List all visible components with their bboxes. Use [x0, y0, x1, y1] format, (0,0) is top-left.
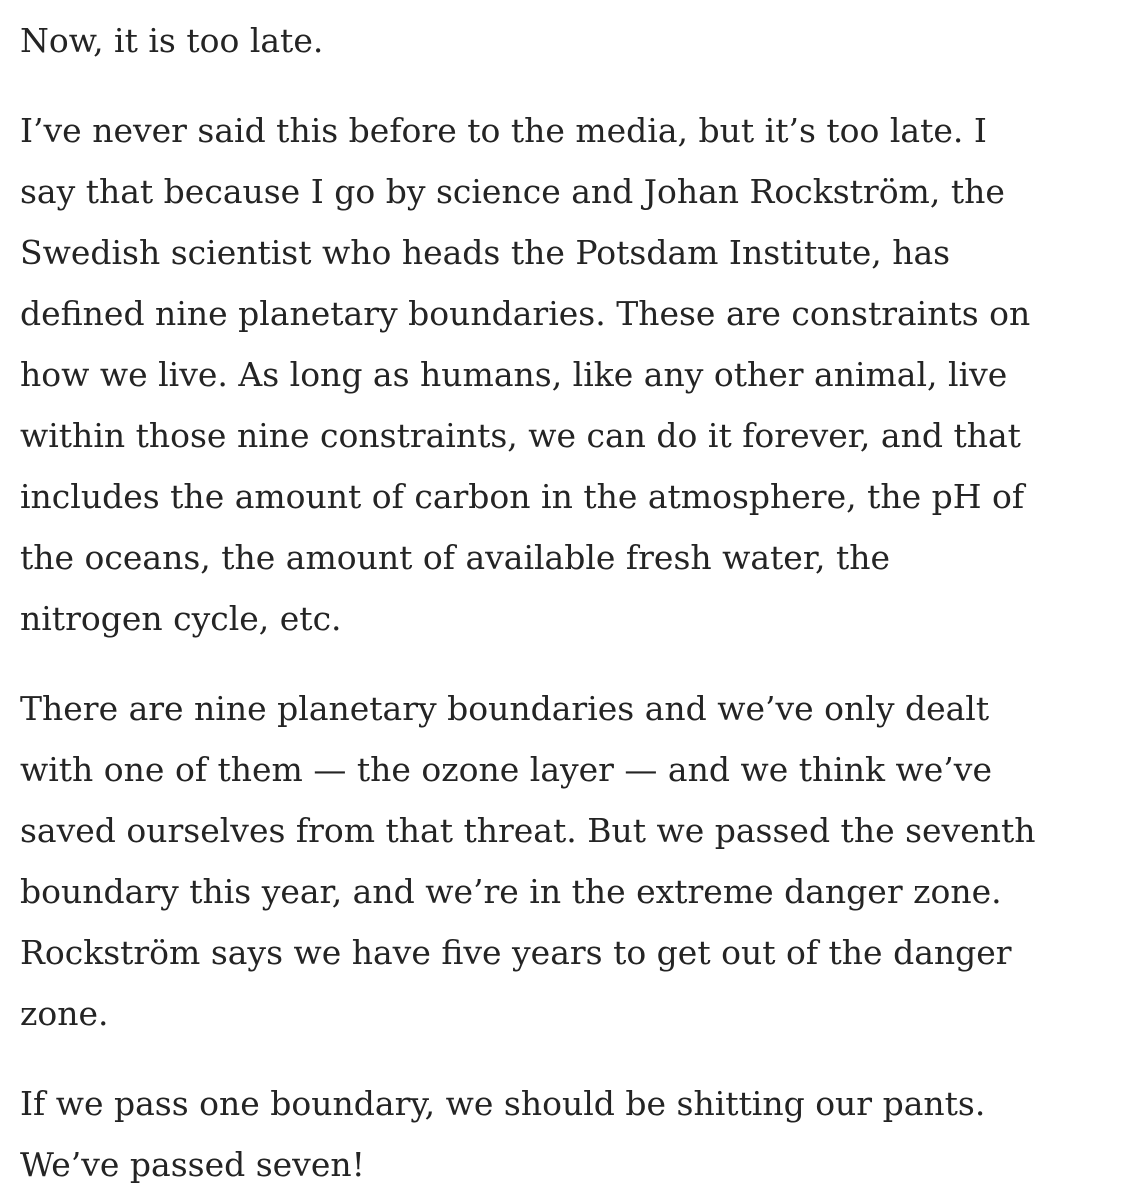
text-line: zone.	[20, 994, 109, 1033]
text-line: saved ourselves from that threat. But we passed the seventh	[20, 811, 1036, 850]
text-line: the oceans, the amount of available fresh water, the	[20, 538, 891, 577]
text-line: with one of them — the ozone layer — and we think we’ve	[20, 750, 992, 789]
paragraph-danger-zone	[20, 678, 1139, 1044]
text-line: I’ve never said this before to the media, but it’s too late. I	[20, 111, 987, 150]
text-line: boundary this year, and we’re in the extreme danger zone.	[20, 872, 1002, 911]
text-line: nitrogen cycle, etc.	[20, 599, 342, 638]
text-line: Rockström says we have five years to get out of the danger	[20, 933, 1012, 972]
text-line: Swedish scientist who heads the Potsdam Institute, has	[20, 233, 951, 272]
text-line: within those nine constraints, we can do it forever, and that	[20, 416, 1021, 455]
text-line: say that because I go by science and Johan Rockström, the	[20, 172, 1005, 211]
text-line: how we live. As long as humans, like any other animal, live	[20, 355, 1008, 394]
text-line: There are nine planetary boundaries and we’ve only dealt	[20, 689, 990, 728]
paragraph-too-late	[20, 10, 1139, 71]
paragraph-planetary-boundaries	[20, 100, 1139, 649]
paragraph-passed-seven	[20, 1073, 1139, 1195]
text-line: If we pass one boundary, we should be shitting our pants.	[20, 1084, 986, 1123]
text-line: We’ve passed seven!	[20, 1145, 365, 1184]
text-line: includes the amount of carbon in the atmosphere, the pH of	[20, 477, 1025, 516]
text-line: defined nine planetary boundaries. These are constraints on	[20, 294, 1031, 333]
text-line: Now, it is too late.	[20, 21, 324, 60]
